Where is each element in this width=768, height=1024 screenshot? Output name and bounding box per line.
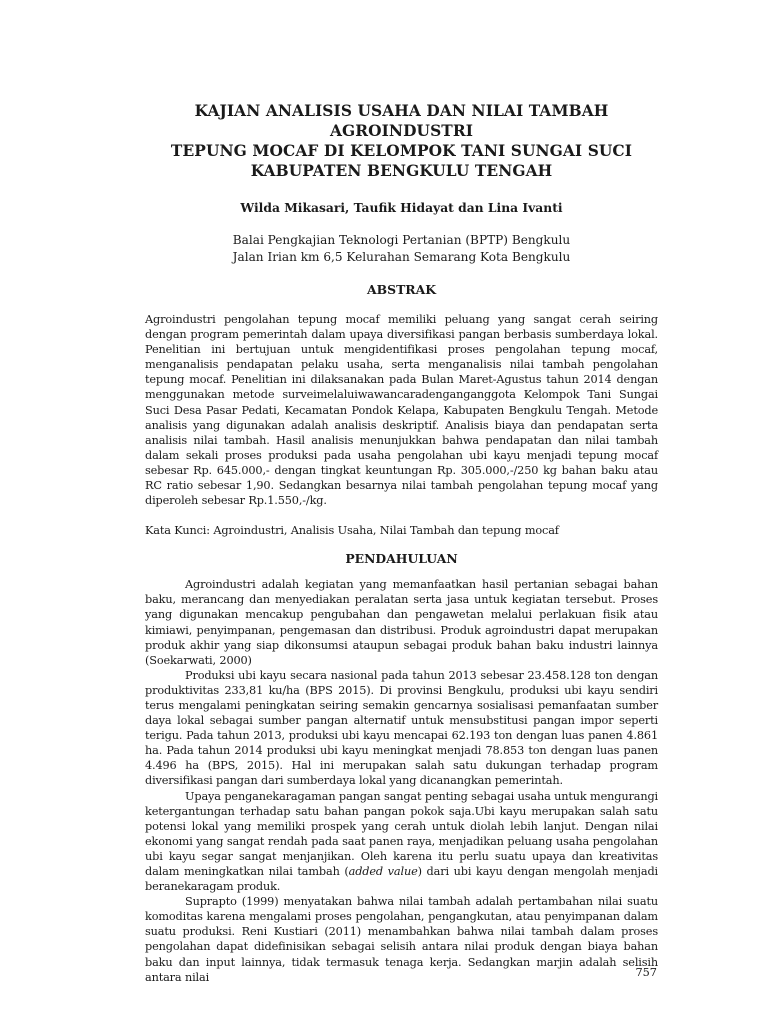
introduction-body	[145, 577, 658, 985]
affiliation	[145, 232, 658, 266]
paper-title-line-1: KAJIAN ANALISIS USAHA DAN NILAI TAMBAH AGROINDUSTRI	[194, 102, 609, 140]
italic-term: added value	[348, 865, 418, 878]
paragraph-agroindustri: Agroindustri adalah kegiatan yang memanfaatkan hasil pertanian sebagai bahan baku, merancang dan menyediakan peralatan serta jasa untuk kegiatan tersebut. Proses yang digunakan mencakup pengubahan dan pengawetan melalui perlakuan fisik atau kimiawi, penyimpanan, pengemasan dan distribusi. Produk agroindustri dapat merupakan produk akhir yang siap dikonsumsi ataupun sebagai produk bahan baku industri lainnya (Soekarwati, 2000)	[145, 578, 658, 667]
abstract-text: Agroindustri pengolahan tepung mocaf memiliki peluang yang sangat cerah seiring dengan program pemerintah dalam upaya diversifikasi pangan berbasis sumberdaya lokal. Penelitian ini bertujuan untuk mengidentifikasi proses pengolahan tepung mocaf, menganalisis pendapatan pelaku usaha, serta menganalisis nilai tambah pengolahan tepung mocaf. Penelitian ini dilaksanakan pada Bulan Maret-Agustus tahun 2014 dengan menggunakan metode surveimelaluiwawancaradenganganggota Kelompok Tani Sungai Suci Desa Pasar Pedati, Kecamatan Pondok Kelapa, Kabupaten Bengkulu Tengah. Metode analisis yang digunakan adalah analisis deskriptif. Analisis biaya dan pendapatan serta analisis nilai tambah. Hasil analisis menunjukkan bahwa pendapatan dan nilai tambah dalam sekali proses produksi pada usaha pengolahan ubi kayu menjadi tepung mocaf sebesar Rp. 645.000,- dengan tingkat keuntungan Rp. 305.000,-/250 kg bahan baku atau RC ratio sebesar 1,90. Sedangkan besarnya nilai tambah pengolahan tepung mocaf yang diperoleh sebesar Rp.1.550,-/kg.	[145, 313, 658, 508]
paragraph-produksi-ubi-kayu: Produksi ubi kayu secara nasional pada tahun 2013 sebesar 23.458.128 ton dengan produktivitas 233,81 ku/ha (BPS 2015). Di provinsi Bengkulu, produksi ubi kayu sendiri terus mengalami peningkatan seiring semakin gencarnya sosialisasi pemanfaatan sumber daya lokal sebagai sumber pangan alternatif untuk mensubstitusi pangan impor seperti terigu. Pada tahun 2013, produksi ubi kayu mencapai 62.193 ton dengan luas panen 4.861 ha. Pada tahun 2014 produksi ubi kayu meningkat menjadi 78.853 ton dengan luas panen 4.496 ha (BPS, 2015). Hal ini merupakan salah satu dukungan terhadap program diversifikasi pangan dari sumberdaya lokal yang dicanangkan pemerintah.	[145, 668, 658, 788]
paper-title-line-3: KABUPATEN BENGKULU TENGAH	[250, 162, 553, 180]
paragraph-text-segment: ) dari ubi kayu dengan mengolah menjadi beranekaragam produk.	[145, 865, 658, 894]
introduction-heading: PENDAHULUAN	[345, 551, 458, 567]
paragraph-nilai-tambah: Suprapto (1999) menyatakan bahwa nilai tambah adalah pertambahan nilai suatu komoditas karena mengalami proses pengolahan, pengangkutan, atau penyimpanan dalam suatu produksi. Reni Kustiari (2011) menambahkan bahwa nilai tambah dalam proses pengolahan dapat didefinisikan sebagai selisih antara nilai produk dengan biaya bahan baku dan input lainnya, tidak termasuk tenaga kerja. Sedangkan marjin adalah selisih antara nilai	[145, 895, 658, 984]
affiliation-line-1: Balai Pengkajian Teknologi Pertanian (BPTP) Bengkulu	[232, 233, 571, 247]
page-number: 757	[635, 966, 657, 979]
abstract-heading: ABSTRAK	[367, 282, 436, 297]
paragraph-penganekaragaman	[145, 789, 658, 895]
paper-title	[145, 101, 658, 181]
paper-title-line-2: TEPUNG MOCAF DI KELOMPOK TANI SUNGAI SUCI	[170, 142, 633, 160]
keywords: Kata Kunci: Agroindustri, Analisis Usaha, Nilai Tambah dan tepung mocaf	[145, 524, 559, 538]
affiliation-line-2: Jalan Irian km 6,5 Kelurahan Semarang Kota Bengkulu	[232, 250, 571, 264]
paragraph-text-segment: Upaya penganekaragaman pangan sangat penting sebagai usaha untuk mengurangi ketergantungan terhadap satu bahan pangan pokok saja.Ubi kayu merupakan salah satu potensi lokal yang memiliki prospek yang cerah untuk diolah lebih lanjut. Dengan nilai ekonomi yang sangat rendah pada saat panen raya, menjadikan peluang usaha pengolahan ubi kayu segar sangat menjanjikan. Oleh karena itu perlu suatu upaya dan kreativitas dalam meningkatkan nilai tambah (	[145, 789, 658, 878]
author-list: Wilda Mikasari, Taufik Hidayat dan Lina Ivanti	[240, 200, 563, 215]
